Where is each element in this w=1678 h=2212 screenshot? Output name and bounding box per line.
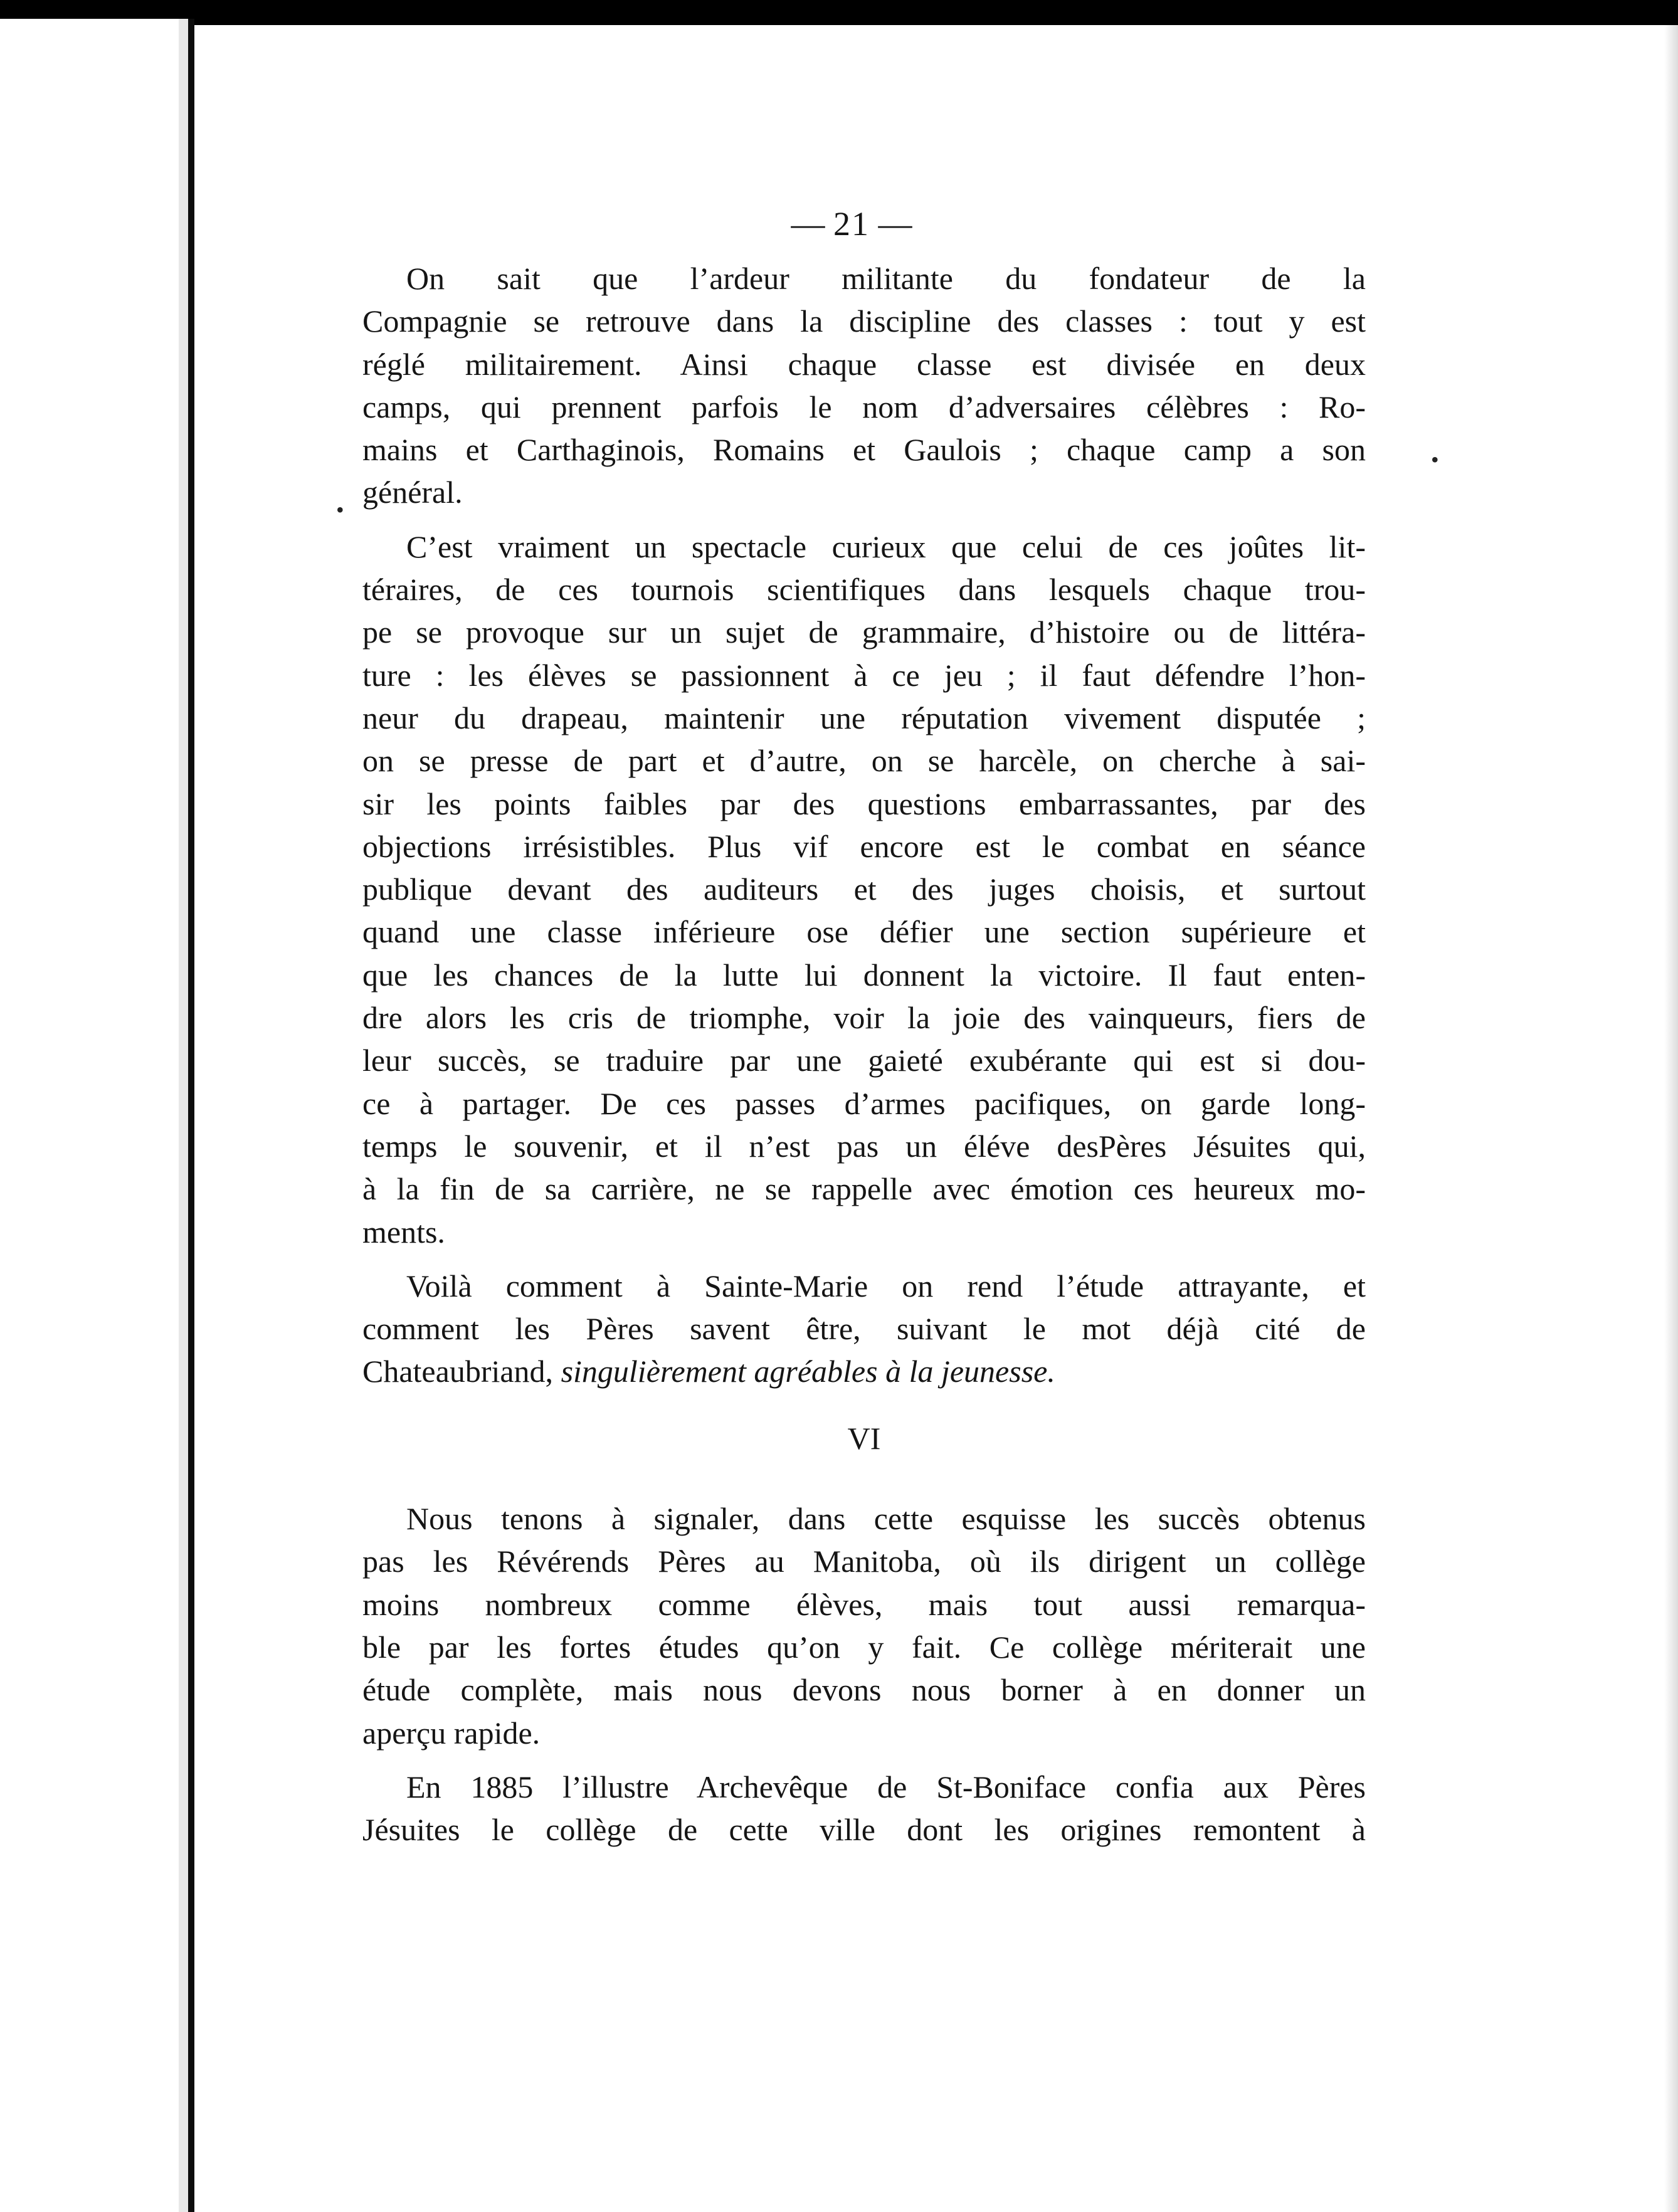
text-line-content: étude complète, mais nous devons nous borner à en donner un — [362, 1672, 1366, 1708]
scan-top-border — [0, 0, 1678, 25]
text-line — [362, 428, 1366, 471]
text-line-content: publique devant des auditeurs et des juges choisis, et surtout — [362, 872, 1366, 907]
book-gutter — [188, 19, 194, 2212]
text-line — [362, 1350, 1366, 1393]
paragraph-gap — [362, 1754, 1366, 1766]
text-line-content: réglé militairement. Ainsi chaque classe est divisée en deux — [362, 346, 1366, 382]
text-line-content: leur succès, se traduire par une gaieté exubérante qui est si dou- — [362, 1043, 1366, 1078]
text-line — [362, 1211, 1366, 1253]
text-line — [362, 611, 1366, 653]
text-line — [362, 1265, 1366, 1307]
text-line-content: temps le souvenir, et il n’est pas un éléve desPères Jésuites qui, — [362, 1128, 1366, 1164]
text-line — [362, 868, 1366, 910]
page-number: — 21 — — [791, 205, 912, 243]
text-line-content: Voilà comment à Sainte-Marie on rend l’étude attrayante, et — [406, 1268, 1366, 1304]
text-line — [362, 825, 1366, 868]
text-line — [362, 1668, 1366, 1711]
text-line — [362, 739, 1366, 782]
print-speck: • — [336, 497, 344, 522]
text-line-content: ture : les élèves se passionnent à ce jeu ; il faut défendre l’hon- — [362, 657, 1366, 693]
text-line — [362, 1712, 1366, 1754]
text-line — [362, 954, 1366, 996]
text-line — [362, 910, 1366, 953]
print-speck: • — [1431, 447, 1439, 472]
text-line-content: En 1885 l’illustre Archevêque de St-Boniface confia aux Pères — [406, 1769, 1366, 1804]
text-line — [362, 996, 1366, 1039]
paragraph-gap — [362, 514, 1366, 525]
facing-page-shadow — [179, 19, 188, 2212]
text-line-content: comment les Pères savent être, suivant le mot déjà cité de — [362, 1311, 1366, 1347]
text-line — [362, 525, 1366, 568]
body-text — [362, 257, 1366, 1851]
text-line-content: général. — [362, 475, 463, 510]
text-line-content: pe se provoque sur un sujet de grammaire, d’histoire ou de littéra- — [362, 614, 1366, 650]
text-line — [362, 1583, 1366, 1626]
text-line — [362, 386, 1366, 428]
paragraph — [362, 257, 1366, 300]
text-line — [362, 568, 1366, 611]
text-line — [362, 300, 1366, 342]
text-line-content: Chateaubriand, — [362, 1354, 561, 1389]
text-line-content: on se presse de part et d’autre, on se harcèle, on cherche à sai- — [362, 743, 1366, 779]
text-line — [362, 1125, 1366, 1167]
text-line — [362, 471, 1366, 514]
text-line-content: Nous tenons à signaler, dans cette esquisse les succès obtenus — [406, 1501, 1366, 1537]
text-line-content: sir les points faibles par des questions embarrassantes, par des — [362, 786, 1366, 821]
text-line — [362, 343, 1366, 386]
page-right-shadow — [1664, 25, 1678, 2212]
text-line-content: à la fin de sa carrière, ne se rappelle avec émotion ces heureux mo- — [362, 1171, 1366, 1207]
page-number-value: 21 — [833, 205, 870, 243]
text-line — [362, 782, 1366, 825]
text-line: On sait que l’ardeur militante du fondateur de la — [406, 261, 1366, 296]
text-line-content: Compagnie se retrouve dans la discipline des classes : tout y est — [362, 303, 1366, 339]
text-line-content: camps, qui prennent parfois le nom d’adversaires célèbres : Ro- — [362, 389, 1366, 424]
text-line — [362, 1497, 1366, 1540]
text-line — [362, 1307, 1366, 1350]
text-line — [362, 697, 1366, 739]
text-line — [362, 1540, 1366, 1583]
text-line — [362, 1039, 1366, 1082]
text-line-content: ments. — [362, 1214, 445, 1250]
text-line-content: pas les Révérends Pères au Manitoba, où ils dirigent un collège — [362, 1544, 1366, 1579]
text-line-content: ce à partager. De ces passes d’armes pacifiques, on garde long- — [362, 1085, 1366, 1121]
text-line-content: que les chances de la lutte lui donnent la victoire. Il faut enten- — [362, 957, 1366, 993]
text-line — [362, 1808, 1366, 1851]
text-line — [362, 1082, 1366, 1125]
facing-page-edge — [0, 19, 188, 2212]
text-line-content: objections irrésistibles. Plus vif encore est le combat en séance — [362, 828, 1366, 864]
text-line-content: C’est vraiment un spectacle curieux que celui de ces joûtes lit- — [406, 529, 1366, 564]
text-line-content: Jésuites le collège de cette ville dont les origines remontent à — [362, 1812, 1366, 1848]
text-line-content: dre alors les cris de triomphe, voir la joie des vainqueurs, fiers de — [362, 1000, 1366, 1036]
text-line-content: téraires, de ces tournois scientifiques dans lesquels chaque trou- — [362, 572, 1366, 608]
italic-quote: singulièrement agréables à la jeunesse. — [561, 1354, 1055, 1389]
paragraph-gap — [362, 1253, 1366, 1265]
text-line-content: neur du drapeau, maintenir une réputation vivement disputée ; — [362, 700, 1366, 735]
text-line-content: mains et Carthaginois, Romains et Gaulois ; chaque camp a son — [362, 432, 1366, 468]
text-line-content: quand une classe inférieure ose défier une section supérieure et — [362, 914, 1366, 950]
text-line-content: aperçu rapide. — [362, 1715, 541, 1751]
text-line — [362, 654, 1366, 697]
text-line-content: ble par les fortes études qu’on y fait. Ce collège mériterait une — [362, 1629, 1366, 1665]
text-line — [362, 1626, 1366, 1668]
text-line — [362, 1167, 1366, 1210]
text-line — [362, 1766, 1366, 1808]
section-heading: VI — [847, 1420, 881, 1456]
text-line-content: moins nombreux comme élèves, mais tout aussi remarqua- — [362, 1586, 1366, 1622]
